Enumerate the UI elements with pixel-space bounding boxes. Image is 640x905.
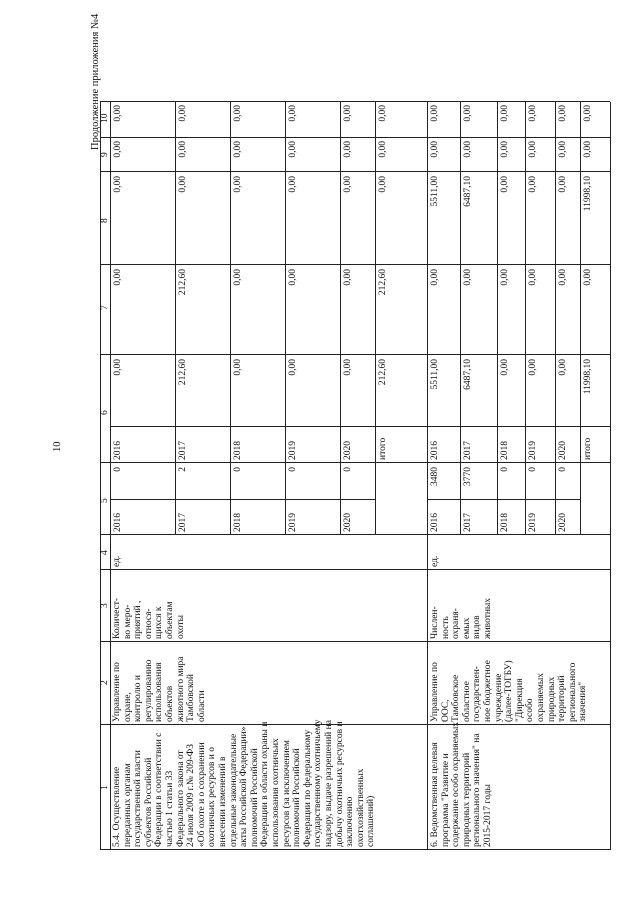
row_54-c9: 0,00: [288, 141, 298, 158]
row_54-col6-split: [110, 426, 427, 427]
row_6-executor-line: природных: [546, 676, 557, 722]
header-cell-6: 6: [100, 410, 110, 415]
row_54-year: 2019: [288, 513, 298, 532]
row_54-value: 0: [343, 467, 353, 472]
row_6-year2: 2016: [430, 441, 440, 460]
row_54-name-line: заключению: [345, 796, 356, 847]
row_54-total-c10: 0,00: [378, 105, 388, 122]
row_54-c8: 0,00: [288, 176, 298, 193]
row_54-c7: 0,00: [113, 269, 123, 286]
column-line: [100, 101, 610, 102]
row_6-c7: 0,00: [463, 269, 473, 286]
row_54-name-line: соглашений): [366, 795, 377, 847]
header-cell-9: 9: [100, 152, 110, 157]
row_6-year2: 2017: [463, 441, 473, 460]
row_54-c6: 0,00: [233, 359, 243, 376]
row_6-c9: 0,00: [558, 141, 568, 158]
row_54-executor-line: области: [196, 690, 207, 722]
row_6-col5-split: [427, 499, 580, 500]
row_6-executor-line: "Дирекция: [514, 678, 525, 722]
row_54-indicator-line: объектам: [165, 601, 175, 639]
row_54-c7: 0,00: [233, 269, 243, 286]
row_6-executor-line: областное: [461, 681, 472, 722]
row_6-executor-line: (далее-ТОГБУ): [504, 660, 515, 722]
row_54-year: 2016: [113, 513, 123, 532]
column-line: [100, 569, 610, 570]
row_54-c10: 0,00: [113, 105, 123, 122]
row_54-c6: 0,00: [113, 359, 123, 376]
row_54-executor-line: регулированию: [143, 659, 154, 722]
row_6-c10: 0,00: [463, 105, 473, 122]
row_6-c7: 0,00: [500, 269, 510, 286]
continuation-caption: Продолжение приложения №4: [90, 13, 101, 150]
row_54-row-line: [175, 102, 176, 535]
row_6-c6: 6487,10: [463, 359, 473, 390]
row_54-name-line: охотхозяйственных: [355, 768, 366, 847]
row_6-unit: ед.: [430, 555, 440, 567]
row_54-name-line: акты Российской Федерации»: [239, 726, 250, 847]
row_54-c9: 0,00: [178, 141, 188, 158]
row_54-row-line: [230, 102, 231, 535]
row_54-row-line: [427, 102, 428, 535]
header-cell-4: 4: [100, 550, 110, 555]
row_6-row-line: [460, 102, 461, 535]
row_54-name-line: Федерации в области охраны и: [260, 721, 271, 847]
row_54-value: 0: [233, 467, 243, 472]
row_54-year2: 2016: [113, 441, 123, 460]
row_6-total-label: итого: [583, 437, 593, 460]
row_54-name-line: субъектов Российской: [143, 757, 154, 847]
row_6-executor-line: Управление по: [430, 662, 440, 722]
row_6-row-line: [610, 102, 611, 535]
row_6-c9: 0,00: [528, 141, 538, 158]
column-line: [100, 534, 610, 535]
row_6-total-c9: 0,00: [583, 141, 593, 158]
column-line: [100, 137, 610, 138]
column-line: [100, 724, 610, 725]
row_6-executor-line: государствен-: [472, 666, 483, 722]
row_6-row-line: [525, 102, 526, 535]
row_6-c7: 0,00: [528, 269, 538, 286]
row_54-value: 2: [178, 467, 188, 472]
row_54-executor-line: Тамбовской: [186, 674, 197, 722]
row_6-year2: 2018: [500, 441, 510, 460]
row_6-row-line: [580, 102, 581, 535]
row_54-indicator-line: щихся к: [154, 606, 165, 639]
section-separator: [427, 535, 428, 850]
row_6-c6: 0,00: [528, 359, 538, 376]
row_6-c8: 6487,10: [463, 176, 473, 207]
row_6-indicator-line: охраня-: [451, 608, 462, 639]
row_54-total-c7: 212,60: [378, 269, 388, 296]
row_6-executor-line: ООС,: [440, 699, 451, 722]
column-line: [100, 462, 610, 463]
row_6-indicator-line: ность: [440, 616, 451, 639]
row_54-year: 2017: [178, 513, 188, 532]
row_6-indicator-line: животных: [483, 597, 493, 639]
row_54-name-line: частью 1 статьи 33: [165, 770, 175, 847]
row_6-total-c10: 0,00: [583, 105, 593, 122]
row_54-c10: 0,00: [178, 105, 188, 122]
row_6-year2: 2020: [558, 441, 568, 460]
row_54-c10: 0,00: [343, 105, 353, 122]
row_6-c9: 0,00: [500, 141, 510, 158]
row_6-executor-line: Тамбовское: [451, 674, 462, 722]
row_6-c8: 0,00: [500, 176, 510, 193]
column-line: [100, 641, 610, 642]
table-border-top: [100, 102, 101, 850]
row_6-executor-line: охраняемых: [536, 672, 546, 722]
header-cell-10: 10: [100, 113, 110, 123]
row_54-name-line: добычу охотничьих ресурсов и: [334, 721, 345, 847]
header-row-line: [110, 102, 111, 850]
row_6-c7: 0,00: [558, 269, 568, 286]
row_6-c6: 0,00: [558, 359, 568, 376]
row_54-value: 0: [288, 467, 298, 472]
row_54-executor-line: объектов: [165, 685, 175, 722]
row_54-year: 2018: [233, 513, 243, 532]
row_54-year2: 2019: [288, 441, 298, 460]
row_6-indicator-line: емых: [461, 617, 472, 639]
row_54-total-c9: 0,00: [378, 141, 388, 158]
row_54-c6: 0,00: [343, 359, 353, 376]
row_6-c6: 5511,00: [430, 359, 440, 390]
row_54-row-line: [375, 102, 376, 535]
row_6-c8: 5511,00: [430, 176, 440, 207]
row_6-total-c8: 11998,10: [583, 176, 593, 212]
row_54-c10: 0,00: [233, 105, 243, 122]
row_54-indicator-line: во меро-: [122, 604, 133, 639]
row_6-name-line: программа "Развитие и: [440, 753, 451, 847]
row_54-name-line: ресурсов (за исключением: [281, 740, 292, 847]
row_54-indicator-line: охоты: [175, 614, 186, 639]
row_54-name-line: «Об охоте и о сохранении: [196, 742, 207, 847]
row_54-name-line: использования охотничьих: [271, 738, 281, 847]
row_6-name-line: 6. Ведомственная целевая: [430, 742, 440, 847]
row_6-executor-line: особо: [525, 698, 536, 722]
column-line: [100, 171, 610, 172]
row_6-value: 0: [528, 467, 538, 472]
row_54-name-line: внесении изменений в: [218, 756, 228, 847]
row_6-c6: 0,00: [500, 359, 510, 376]
row_6-indicator-line: Числен-: [430, 606, 440, 639]
row_54-c8: 0,00: [343, 176, 353, 193]
row_54-c9: 0,00: [113, 141, 123, 158]
row_54-c7: 212,60: [178, 269, 188, 296]
header-cell-2: 2: [100, 680, 110, 685]
row_54-year2: 2018: [233, 441, 243, 460]
row_6-c7: 0,00: [430, 269, 440, 286]
row_6-c10: 0,00: [558, 105, 568, 122]
row_54-c6: 0,00: [288, 359, 298, 376]
row_54-row-line: [340, 102, 341, 535]
row_6-executor-line: ное бюджетное: [483, 660, 493, 722]
header-cell-5: 5: [100, 498, 110, 503]
row_54-name-line: 24 июля 2009 г.№ 209-ФЗ: [186, 744, 197, 847]
column-line: [100, 354, 610, 355]
row_54-name-line: переданных органам: [122, 763, 133, 847]
row_6-executor-line: учреждение: [493, 673, 504, 722]
row_6-year: 2017: [463, 513, 473, 532]
row_54-name-line: 5.4. Осуществление: [112, 766, 122, 847]
row_6-col6-split: [427, 426, 610, 427]
row_54-name-line: Федерации в соответствии с: [154, 732, 165, 847]
row_54-name-line: Федерации по федеральному: [302, 729, 313, 847]
row_6-c9: 0,00: [463, 141, 473, 158]
row_6-indicator-line: видов: [472, 615, 483, 639]
row_6-total-c6: 11998,10: [583, 359, 593, 395]
row_6-c9: 0,00: [430, 141, 440, 158]
row_54-row-line: [285, 102, 286, 535]
row_54-name-line: полномочий Российской: [249, 748, 260, 847]
column-line: [100, 264, 610, 265]
row_6-executor-line: регионального: [567, 662, 578, 722]
row_54-indicator-line: Количест-: [112, 597, 122, 639]
row_6-year: 2016: [430, 513, 440, 532]
row_54-c10: 0,00: [288, 105, 298, 122]
row_54-name-line: надзору, выдаче разрешений на: [324, 720, 334, 847]
row_54-indicator-line: приятий ,: [133, 600, 144, 639]
row_6-executor-line: территорий: [557, 675, 568, 722]
row_54-executor-line: контролю и: [133, 675, 144, 722]
row_6-name-line: содержание особо охраняемых: [451, 722, 462, 847]
row_6-year: 2018: [500, 513, 510, 532]
row_54-year: 2020: [343, 513, 353, 532]
row_54-total-c6: 212,60: [378, 359, 388, 386]
header-cell-8: 8: [100, 218, 110, 223]
row_54-c7: 0,00: [343, 269, 353, 286]
row_6-row-line: [497, 102, 498, 535]
row_54-year2: 2017: [178, 441, 188, 460]
row_54-c9: 0,00: [343, 141, 353, 158]
row_6-total-c7: 0,00: [583, 269, 593, 286]
row_54-name-line: государственному охотничьему: [313, 719, 324, 847]
row_54-c8: 0,00: [113, 176, 123, 193]
row_6-name-line: природных территорий: [461, 752, 472, 847]
row_6-executor-line: значения": [578, 681, 589, 722]
row_54-name-line: охотничьих ресурсов и о: [207, 747, 218, 847]
header-cell-7: 7: [100, 305, 110, 310]
row_54-unit: ед.: [112, 555, 122, 567]
row_54-executor-line: Управление по: [112, 662, 122, 722]
row_54-c8: 0,00: [233, 176, 243, 193]
row_6-value: 3770: [463, 467, 473, 486]
row_54-value: 0: [113, 467, 123, 472]
row_54-c6: 212,60: [178, 359, 188, 386]
header-cell-1: 1: [100, 785, 110, 790]
row_6-value: 0: [500, 467, 510, 472]
row_6-c8: 0,00: [528, 176, 538, 193]
row_6-year: 2020: [558, 513, 568, 532]
row_6-row-line: [555, 102, 556, 535]
page-number: 10: [52, 441, 63, 452]
row_54-c7: 0,00: [288, 269, 298, 286]
row_6-c10: 0,00: [528, 105, 538, 122]
row_6-c10: 0,00: [430, 105, 440, 122]
row_6-year: 2019: [528, 513, 538, 532]
row_6-name-line: 2015-2017 годы: [483, 784, 493, 847]
row_54-c8: 0,00: [178, 176, 188, 193]
column-line: [100, 849, 610, 850]
row_6-value: 0: [558, 467, 568, 472]
row_54-total-c8: 0,00: [378, 176, 388, 193]
row_6-year2: 2019: [528, 441, 538, 460]
row_54-name-line: Федерального закона от: [175, 750, 186, 847]
row_54-name-line: государственной власти: [133, 750, 144, 847]
row_6-name-line: регионального значения" на: [472, 733, 483, 847]
row_6-c8: 0,00: [558, 176, 568, 193]
row_54-executor-line: животного мира: [175, 656, 186, 722]
row_54-total-label: итого: [378, 437, 388, 460]
row_6-value: 3480: [430, 467, 440, 486]
row_54-col5-split: [110, 499, 375, 500]
header-cell-3: 3: [100, 603, 110, 608]
row_54-c9: 0,00: [233, 141, 243, 158]
row_54-indicator-line: относя-: [143, 608, 154, 639]
row_54-name-line: полномочий Российской: [292, 748, 303, 847]
row_54-name-line: отдельные законодательные: [228, 733, 239, 847]
row_54-executor-line: охране,: [122, 692, 133, 722]
row_6-c10: 0,00: [500, 105, 510, 122]
row_54-executor-line: использования: [154, 662, 165, 722]
row_54-year2: 2020: [343, 441, 353, 460]
